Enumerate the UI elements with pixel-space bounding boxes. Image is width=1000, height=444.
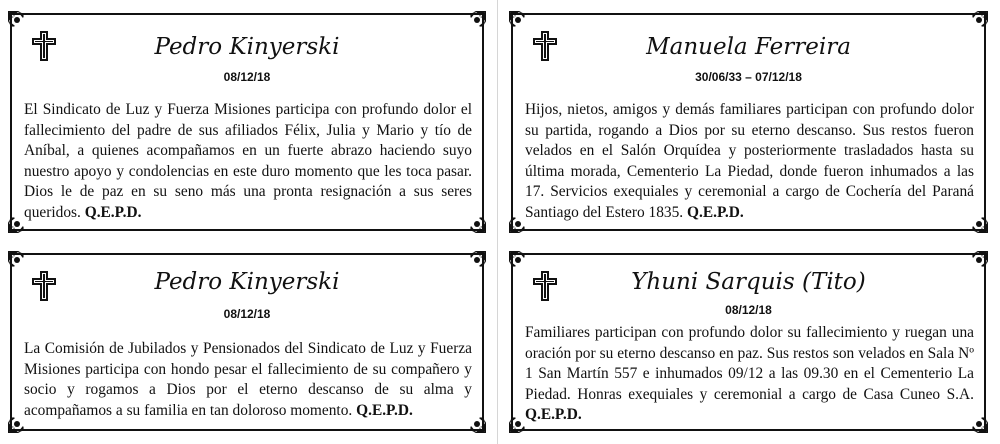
notice-body: Familiares participan con profundo dolor su fallecimiento y ruegan una oración por su eterno descanso en paz. Sus restos son velados en Sala Nº 1 San Martín 557 e inhumados 09/12 a las 09.30 en el Cementerio La Piedad. Honras exequiales y ceremonial a cargo de Casa Cuneo S.A. xyxy=(525,324,974,403)
corner-ornament-icon xyxy=(6,9,30,33)
notice-body: El Sindicato de Luz y Fuerza Misiones participa con profundo dolor el fallecimiento del padre de sus afiliados Félix, Julia y Mario y tío de Aníbal, a quienes acompañamos en un fuerte abrazo haciendo suyo nuestro apoyo y condolencias en este duro momento que les toca pasar. Dios le de paz en su seno más una pronta resignación a sus seres queridos. xyxy=(24,101,472,221)
corner-ornament-icon xyxy=(464,9,488,33)
closing-qepd: Q.E.P.D. xyxy=(687,203,744,221)
closing-qepd: Q.E.P.D. xyxy=(525,406,582,423)
deceased-name: Pedro Kinyerski xyxy=(154,34,340,60)
deceased-name: Manuela Ferreira xyxy=(646,34,851,60)
deceased-name: Pedro Kinyerski xyxy=(154,269,340,295)
deceased-name: Yhuni Sarquis (Tito) xyxy=(631,269,866,295)
notice-date: 30/06/33 – 07/12/18 xyxy=(695,70,802,84)
notice-body: Hijos, nietos, amigos y demás familiares participan con profundo dolor su partida, rogando a Dios por su eterno descanso. Sus restos fueron velados en el Salón Orquídea y posteriormente trasladados hasta su última morada, Cementerio La Piedad, donde fueron inhumados a las 17. Servicios exequiales y ceremonial a cargo de Cochería del Paraná Santiago del Estero 1835. xyxy=(525,101,974,221)
notice-text xyxy=(525,100,974,223)
obituary-card xyxy=(10,13,484,231)
notice-date: 08/12/18 xyxy=(725,303,772,317)
obituary-card xyxy=(10,253,484,431)
notice-text xyxy=(525,323,974,426)
closing-qepd: Q.E.P.D. xyxy=(356,401,413,419)
notice-date: 08/12/18 xyxy=(223,307,271,321)
notice-body: La Comisión de Jubilados y Pensionados del Sindicato de Luz y Fuerza Misiones participa con hondo pesar el fallecimiento de su compañero y socio y rogamos a Dios por el eterno descanso de su alma y acompañamos a su familia en tan doloroso momento. xyxy=(24,340,472,419)
notice-text xyxy=(24,339,472,421)
obituary-card xyxy=(511,253,986,431)
closing-qepd: Q.E.P.D. xyxy=(84,203,142,221)
obituary-card xyxy=(511,13,986,231)
corner-ornament-icon xyxy=(507,9,531,33)
notice-date: 08/12/18 xyxy=(223,70,271,84)
notice-text xyxy=(24,100,472,223)
column-divider xyxy=(497,0,498,444)
corner-ornament-icon xyxy=(966,9,990,33)
